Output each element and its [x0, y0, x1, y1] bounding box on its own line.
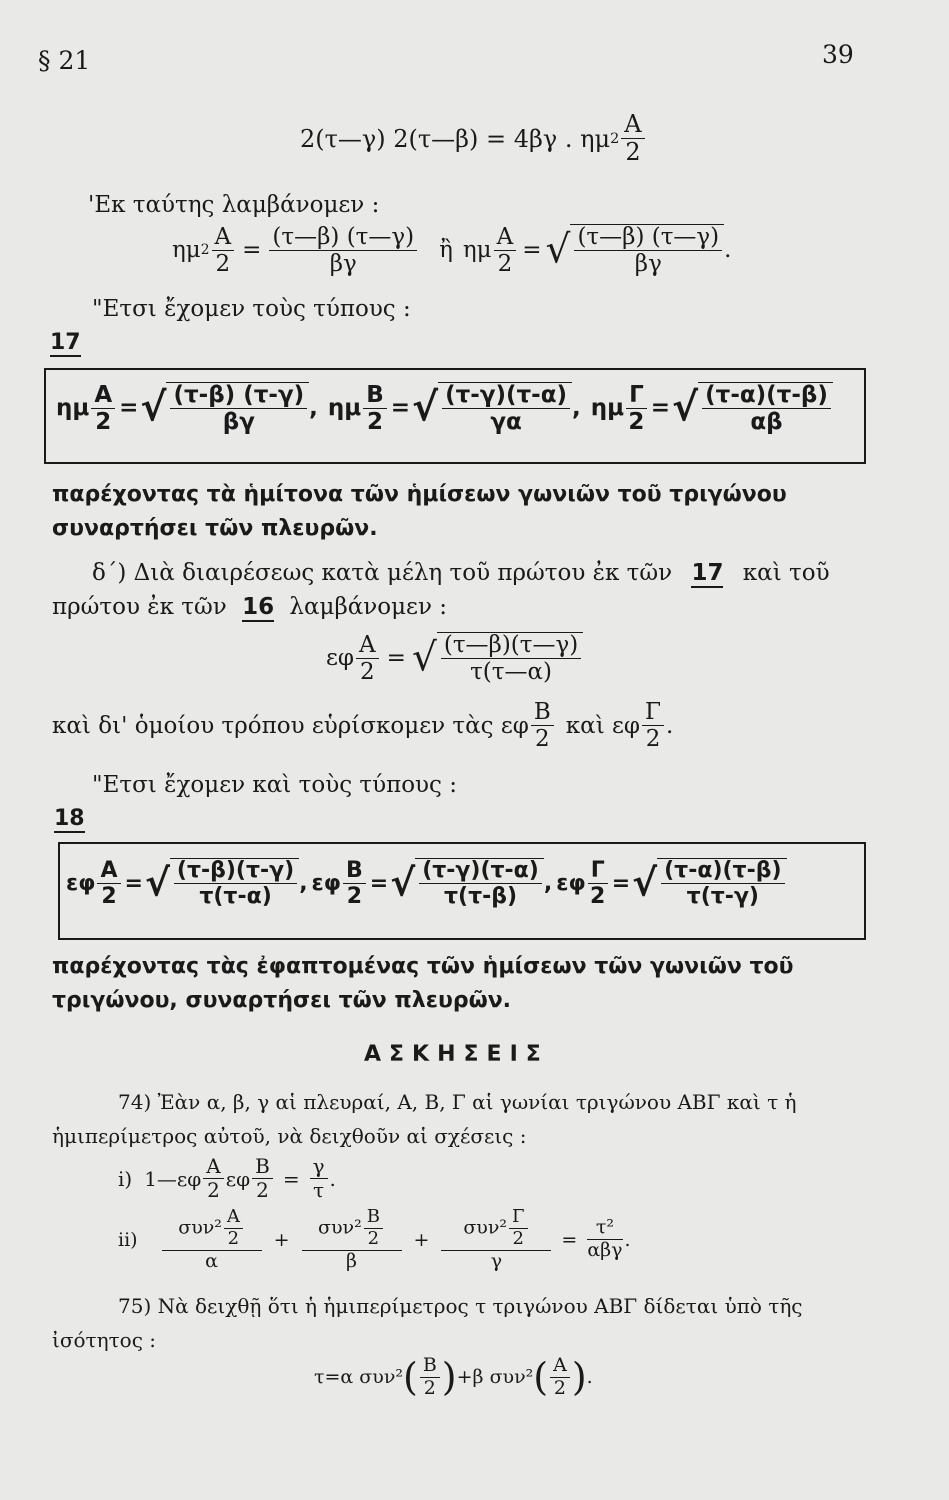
frac-den: αβγ	[587, 1239, 623, 1262]
formula-term	[312, 858, 557, 908]
equation-top-lhs: 2(τ—γ) 2(τ—β) = 4βγ . ημ	[300, 124, 611, 153]
frac-num: (τ—β) (τ—γ)	[574, 225, 722, 251]
formula-term	[328, 382, 591, 434]
frac	[97, 859, 120, 908]
frac	[531, 700, 554, 751]
equation-top-frac	[621, 112, 644, 165]
frac-num: B	[420, 1356, 440, 1378]
frac-num: (τ-γ)(τ-α)	[419, 859, 542, 884]
func: εφ	[311, 870, 342, 896]
equation-top	[300, 112, 647, 165]
equals: =	[124, 870, 143, 896]
equals: =	[650, 395, 671, 422]
separator: ,	[299, 870, 308, 896]
para-delta-line1	[92, 560, 830, 586]
expr: 1—εφ	[144, 1166, 202, 1191]
separator: ,	[572, 395, 581, 422]
frac	[442, 383, 570, 434]
sqrt: √ $\frac{(\tau-\gamma)(\tau-\alpha)}{\tau(\tau-\beta)}$	[390, 858, 544, 908]
period: .	[586, 1366, 593, 1389]
big-frac-num: συν² $\frac{\Gamma}{2}$	[441, 1208, 551, 1251]
frac-num: (τ-γ)(τ-α)	[442, 383, 570, 409]
frac-den: βγ	[329, 250, 357, 277]
frac-num: (τ-β)(τ-γ)	[174, 859, 297, 884]
para-delta-line2	[52, 594, 447, 620]
frac-den: τ(τ-β)	[443, 884, 518, 910]
line-kai-di	[52, 700, 673, 751]
ex75-line1: 75) Νὰ δειχθῇ ὅτι ἡ ἡμιπερίμετρος τ τριγώνου ΑΒΓ δίδεται ὑπὸ τῆς	[118, 1294, 803, 1318]
frac-num: B	[252, 1156, 273, 1179]
frac-den: τ(τ-α)	[199, 884, 272, 910]
ex74-i	[118, 1156, 336, 1201]
formula-18-row	[66, 858, 791, 908]
equals: =	[386, 645, 406, 672]
frac-den: 2	[256, 1178, 269, 1202]
frac-den: 2	[645, 726, 661, 753]
frac-den: 2	[346, 883, 363, 909]
sqrt: √ $\frac{(\tau-\beta) (\tau-\gamma)}{\beta\gamma}$	[140, 382, 309, 434]
expr: τ=α συν²	[314, 1366, 403, 1389]
exercises-title: ΑΣΚΗΣΕΙΣ	[364, 1042, 549, 1067]
frac	[170, 383, 307, 434]
frac-num: A	[494, 225, 517, 251]
big-frac-den: β	[346, 1249, 357, 1272]
big-frac	[162, 1208, 262, 1272]
text-line: 'Εκ ταύτης λαμβάνομεν :	[88, 192, 380, 218]
frac-den: 2	[101, 883, 117, 909]
equation-half-angle-tan	[326, 632, 583, 684]
frac-den: βγ	[222, 409, 255, 436]
period: .	[624, 1228, 631, 1251]
equals: =	[390, 395, 410, 422]
big-frac-den: α	[205, 1249, 218, 1272]
frac-den: 2	[366, 408, 383, 435]
para-text: δ΄) Διὰ διαιρέσεως κατὰ μέλη τοῦ πρώτου ἐκ τῶν	[92, 560, 673, 586]
func: εφ	[556, 870, 586, 896]
frac	[588, 859, 608, 908]
ex74-line1: 74) Ἐὰν α, β, γ αἱ πλευραί, A, B, Γ αἱ γωνίαι τριγώνου ΑΒΓ καὶ τ ἡ	[118, 1090, 797, 1114]
func: ημ	[56, 395, 90, 422]
big-frac-num: συν² $\frac{B}{2}$	[302, 1208, 402, 1251]
frac-num: γ	[310, 1156, 328, 1179]
frac-den: 2	[95, 408, 112, 435]
sqrt: √ $\frac{(\tau-\alpha)(\tau-\beta)}{\tau(\tau-\gamma)}$	[632, 858, 786, 908]
frac	[587, 1218, 622, 1261]
formula-17-label: 17	[50, 330, 81, 355]
expr: εφ	[225, 1166, 251, 1191]
item-label: ii)	[118, 1228, 138, 1251]
period: .	[329, 1166, 336, 1191]
frac-den: 2	[497, 250, 513, 277]
formula-17-row	[56, 382, 843, 434]
separator: ,	[543, 870, 553, 896]
func: ημ	[172, 237, 201, 264]
period: .	[666, 712, 674, 739]
func: εφ	[326, 645, 355, 672]
frac-den: 2	[625, 138, 641, 167]
frac-den: 2	[207, 1178, 220, 1202]
equals: =	[282, 1166, 300, 1191]
frac-den: τ(τ-γ)	[686, 884, 759, 910]
frac	[626, 383, 647, 434]
frac-num: Γ	[642, 700, 664, 726]
frac-num: B	[363, 383, 387, 409]
text-line: "Ετσι ἔχομεν καὶ τοὺς τύπους :	[92, 772, 457, 798]
sqrt: √ $\frac{(\tau-\alpha)(\tau-\beta)}{\alpha\beta}$	[672, 382, 833, 434]
func: εφ	[66, 870, 96, 896]
frac	[252, 1156, 273, 1201]
ref-16: 16	[242, 594, 275, 620]
sqrt: √ $\frac{(\tau—\beta) (\tau—\gamma)}{\beta\gamma}$	[546, 224, 725, 276]
para-text: καὶ εφ	[565, 712, 641, 739]
frac-num: (τ-α)(τ-β)	[702, 383, 831, 409]
equation-top-sup: 2	[610, 130, 620, 147]
para-text: καὶ τοῦ	[742, 560, 830, 586]
frac	[441, 633, 581, 684]
para-text: λαμβάνομεν :	[289, 594, 448, 620]
frac-num: A	[212, 225, 235, 251]
para-text: πρώτου ἐκ τῶν	[52, 594, 227, 620]
frac-num: A	[97, 859, 120, 884]
frac-num: Γ	[588, 859, 608, 884]
frac-num: A	[91, 383, 115, 409]
big-frac-num: συν² $\frac{A}{2}$	[162, 1208, 262, 1251]
frac	[702, 383, 831, 434]
equals: =	[561, 1228, 578, 1251]
ex74-line2: ἡμιπερίμετρος αὐτοῦ, νὰ δειχθοῦν αἱ σχέσεις :	[52, 1124, 527, 1148]
item-label: i)	[118, 1166, 133, 1191]
formula-term	[556, 858, 790, 908]
frac-num: A	[203, 1156, 223, 1179]
formula-18-box	[58, 842, 866, 940]
func: ημ	[462, 237, 492, 264]
frac	[419, 859, 542, 908]
frac-den: βγ	[634, 251, 662, 278]
plus: +	[273, 1228, 290, 1251]
big-frac-den: γ	[490, 1249, 503, 1272]
frac	[174, 859, 297, 908]
frac	[343, 859, 366, 908]
big-frac	[441, 1208, 551, 1272]
para-text: καὶ δι' ὁμοίου τρόπου εὑρίσκομεν τὰς εφ	[52, 712, 529, 739]
frac	[574, 225, 722, 276]
frac-num: (τ-β) (τ-γ)	[170, 383, 307, 409]
frac	[642, 700, 664, 751]
formula-17-box	[44, 368, 866, 464]
big-frac	[302, 1208, 402, 1272]
caption-18: παρέχοντας τὰς ἐφαπτομένας τῶν ἡμίσεων τῶν γωνιῶν τοῦ τριγώνου, συναρτήσει τῶν πλευρῶν.	[52, 954, 794, 1013]
text-line: "Ετσι ἔχομεν τοὺς τύπους :	[92, 296, 411, 322]
equals: =	[369, 870, 389, 896]
frac-num: A	[621, 112, 644, 139]
frac	[420, 1356, 440, 1399]
sqrt: √ $\frac{(\tau-\beta)(\tau-\gamma)}{\tau(\tau-\alpha)}$	[145, 858, 299, 908]
section-number: § 21	[38, 46, 91, 75]
formula-18-label: 18	[54, 806, 85, 831]
sqrt: √ $\frac{(\tau-\gamma)(\tau-\alpha)}{\gamma\alpha}$	[412, 382, 572, 434]
page-number: 39	[822, 40, 854, 69]
frac	[356, 633, 379, 684]
formula-term	[56, 382, 328, 434]
frac-num: B	[531, 700, 554, 726]
frac-den: 2	[628, 408, 645, 435]
frac-num: (τ—β) (τ—γ)	[269, 225, 417, 251]
frac-num: A	[550, 1356, 570, 1378]
frac-den: τ	[313, 1178, 325, 1202]
frac-den: αβ	[750, 409, 783, 436]
frac-den: 2	[360, 658, 375, 685]
caption-17: παρέχοντας τὰ ἡμίτονα τῶν ἡμίσεων γωνιῶν τοῦ τριγώνου συναρτήσει τῶν πλευρῶν.	[52, 482, 787, 541]
formula-term	[591, 382, 843, 434]
frac-num: Γ	[626, 383, 647, 409]
ref-17: 17	[691, 560, 724, 586]
frac	[203, 1156, 223, 1201]
frac	[363, 383, 387, 434]
func: ημ	[327, 395, 362, 422]
ex74-ii	[118, 1208, 631, 1272]
frac-num: (τ-α)(τ-β)	[661, 859, 784, 884]
frac-den: 2	[590, 883, 606, 909]
frac	[494, 225, 517, 276]
ex75-formula: τ=α συν² ( $\frac{B}{2}$ ) +β συν² ( $\frac{A}{2}$ ) .	[314, 1354, 593, 1400]
frac-den: γα	[490, 409, 522, 436]
frac-den: τ(τ—α)	[470, 659, 552, 686]
frac	[269, 225, 417, 276]
frac	[91, 383, 115, 434]
equals: =	[119, 395, 139, 422]
frac-num: (τ—β)(τ—γ)	[441, 633, 581, 659]
frac-den: 2	[215, 250, 231, 277]
separator: ,	[309, 395, 318, 422]
frac	[550, 1356, 570, 1399]
sqrt: √ $\frac{(\tau—\beta)(\tau—\gamma)}{\tau(\tau—\alpha)}$	[412, 632, 583, 684]
frac-den: 2	[535, 726, 550, 753]
frac	[212, 225, 235, 276]
frac	[310, 1156, 328, 1201]
formula-term	[66, 858, 312, 908]
expr: +β συν²	[456, 1366, 534, 1389]
or-word: ἢ	[439, 237, 453, 264]
equals: =	[242, 237, 262, 264]
func: ημ	[590, 395, 625, 422]
equation-half-angle-sine	[172, 224, 731, 276]
sup: 2	[200, 242, 210, 259]
ex75-line2: ἰσότητος :	[52, 1328, 156, 1352]
frac-num: B	[343, 859, 366, 884]
frac-num: A	[356, 633, 379, 659]
frac-num: τ²	[587, 1218, 622, 1240]
equals: =	[522, 237, 542, 264]
period: .	[724, 237, 732, 264]
plus: +	[413, 1228, 430, 1251]
frac	[661, 859, 784, 908]
equals: =	[611, 870, 631, 896]
frac-den: 2	[553, 1376, 566, 1399]
frac-den: 2	[423, 1376, 436, 1399]
